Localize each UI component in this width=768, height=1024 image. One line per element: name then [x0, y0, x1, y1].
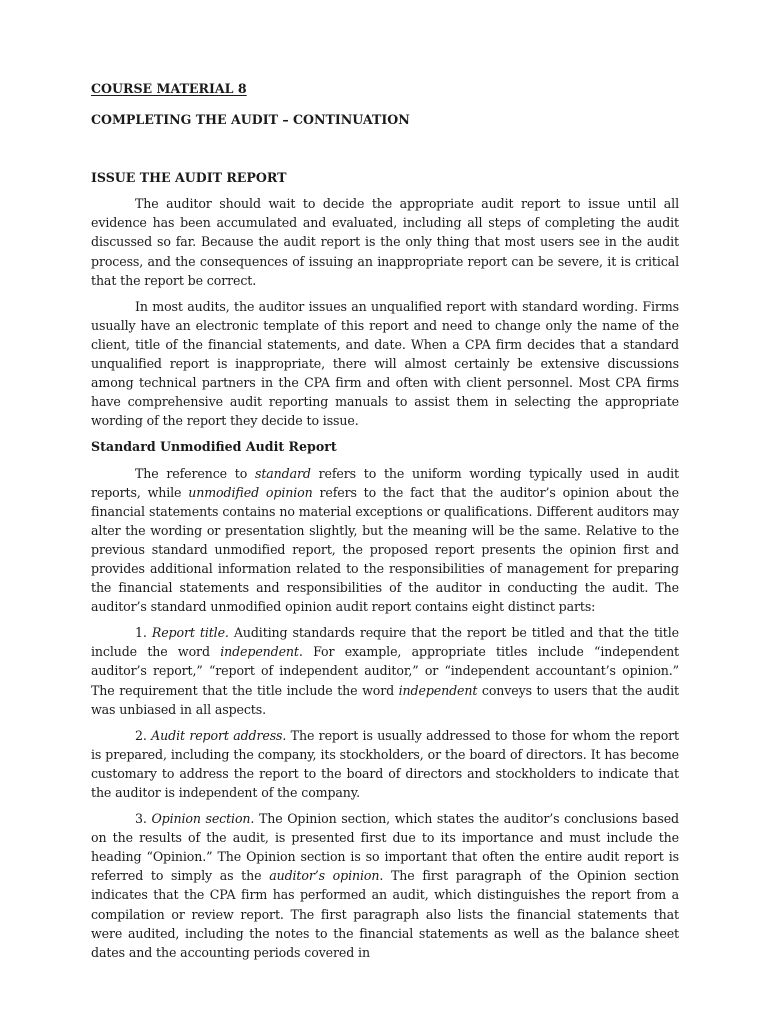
item-number: 1.	[135, 625, 152, 641]
item-number: 3.	[135, 811, 152, 827]
course-material-label: COURSE MATERIAL 8	[91, 81, 247, 96]
italic-term: independent	[220, 644, 299, 660]
text-run: . The first paragraph of the Opinion section indicates that the CPA firm has performed an audit, which distinguishes the report from a compilation or review report. The first paragraph also lists the financial statements that were audited, including the notes to the financial statements as well as the balance sheet dates and the accounting periods covered in	[91, 868, 680, 960]
text-run: . For example, appropriate titles include “independent auditor’s report,” “report of independent auditor,” or “independent accountant’s opinion.” The requirement that the title include the word	[91, 644, 679, 698]
italic-term: unmodified opinion	[188, 484, 313, 500]
item-number: 2.	[135, 727, 152, 743]
text-run: refers to the uniform wording typically used in audit reports, while	[91, 465, 679, 500]
document-page	[91, 79, 679, 969]
italic-term: auditor’s opinion	[269, 868, 380, 884]
item-title: Report title.	[151, 625, 229, 641]
text-run: The Opinion section, which states the auditor’s conclusions based on the results of the audit, is presented first due to its importance and must include the heading “Opinion.” The Opinion section is so important that often the entire audit report is referred to simply as the	[91, 811, 679, 884]
paragraph: The auditor should wait to decide the appropriate audit report to issue until all evidence has been accumulated and evaluated, including all steps of completing the audit discussed so far. Because the audit report is the only thing that most users see in the audit process, and the consequences of issuing an inappropriate report can be severe, it is critical that the report be correct.	[91, 196, 679, 288]
list-item-audit-report-address	[91, 726, 679, 802]
issue-report-heading: ISSUE THE AUDIT REPORT	[91, 170, 287, 186]
text-run: conveys to users that the audit was unbiased in all aspects.	[91, 682, 679, 717]
text-run: refers to the fact that the auditor’s opinion about the financial statements contains no material exceptions or qualifications. Different auditors may alter the wording or presentation slightly, but the meaning will be the same. Relative to the previous standard unmodified report, the proposed report presents the opinion first and provides additional information related to the responsibilities of management for preparing the financial statements and responsibilities of the auditor in conducting the audit. The auditor’s standard unmodified opinion audit report contains eight distinct parts:	[91, 484, 679, 615]
text-run: Auditing standards require that the report be titled and that the title include the word	[91, 625, 679, 660]
standard-intro-paragraph	[91, 464, 679, 617]
standard-report-heading: Standard Unmodified Audit Report	[91, 439, 337, 455]
item-title: Opinion section.	[151, 811, 255, 827]
item-title: Audit report address.	[151, 727, 287, 743]
italic-term: independent	[398, 682, 478, 698]
subtitle-heading: COMPLETING THE AUDIT – CONTINUATION	[91, 112, 410, 128]
paragraph: In most audits, the auditor issues an unqualified report with standard wording. Firms usually have an electronic template of this report and need to change only the name of the client, title of the financial statements, and date. When a CPA firm decides that a standard unqualified report is inappropriate, there will almost certainly be extensive discussions among technical partners in the CPA firm and often with client personnel. Most CPA firms have comprehensive audit reporting manuals to assist them in selecting the appropriate wording of the report they decide to issue.	[91, 298, 679, 429]
text-run: The reference to	[135, 465, 255, 481]
text-run: The report is usually addressed to those for whom the report is prepared, including the company, its stockholders, or the board of directors. It has become customary to address the report to the board of directors and stockholders to indicate that the auditor is independent of the company.	[91, 727, 679, 800]
italic-term: standard	[254, 465, 311, 481]
list-item-report-title	[91, 623, 679, 718]
course-material-heading	[91, 79, 679, 98]
list-item-opinion-section	[91, 809, 679, 962]
